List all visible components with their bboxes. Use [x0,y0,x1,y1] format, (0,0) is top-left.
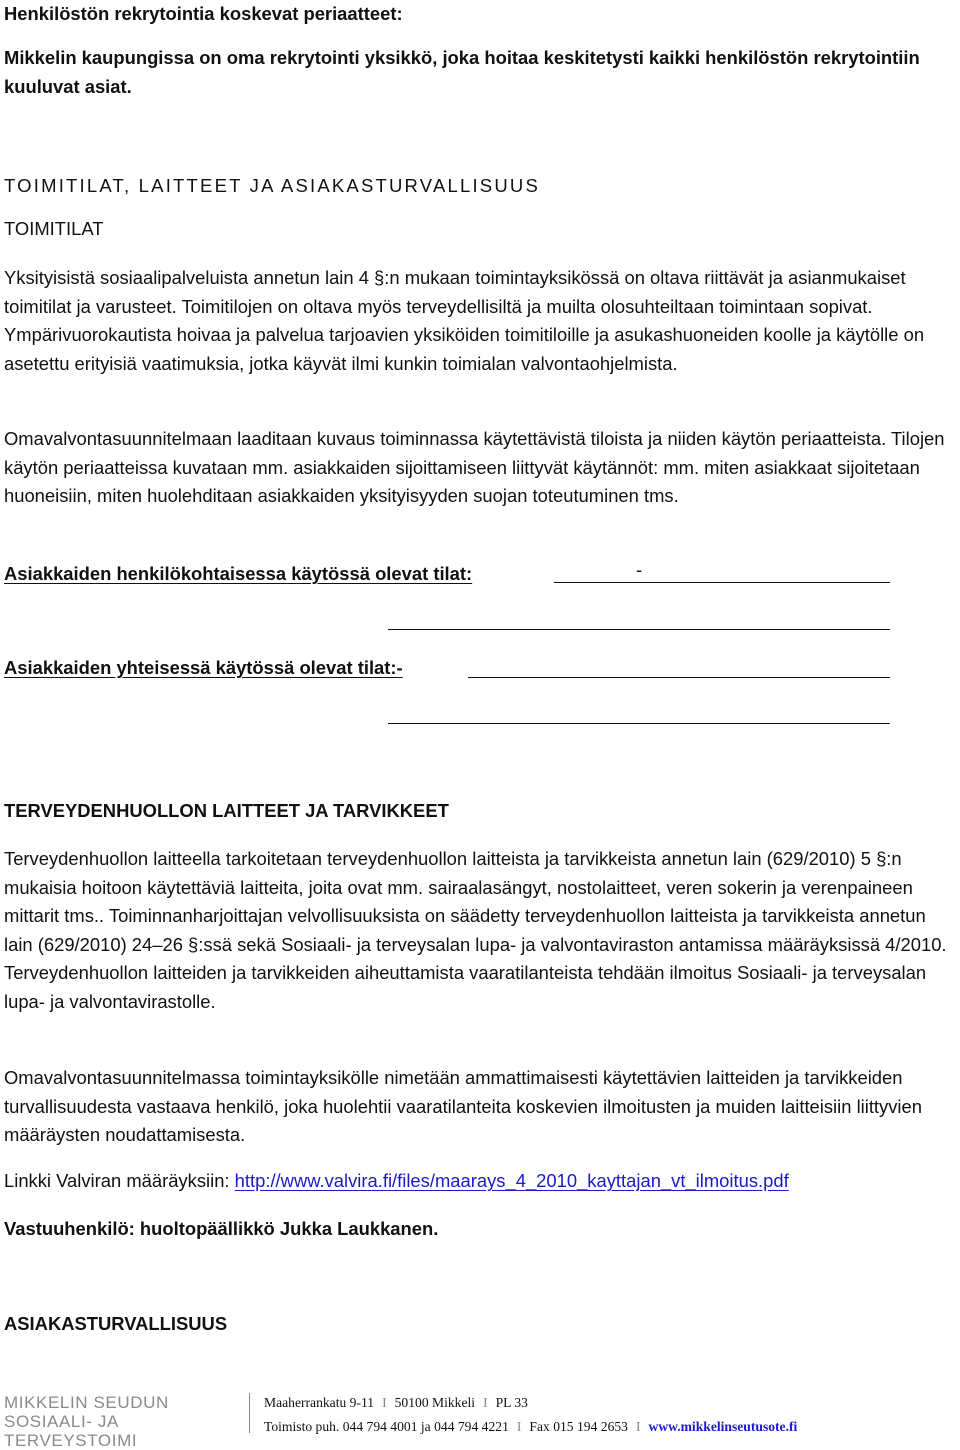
footer-contact-line [264,1418,797,1436]
footer-separator: I [483,1395,488,1410]
premises-subheading: TOIMITILAT [4,218,104,239]
private-spaces-label: Asiakkaiden henkilökohtaisessa käytössä olevat tilat: [4,563,473,584]
premises-paragraph-2: Omavalvontasuunnitelmaan laaditaan kuvaus toiminnassa käytettävistä tiloista ja niiden käytön periaatteista. Tilojen käytön periaatteissa kuvataan mm. asiakkaiden sijoittamiseen liittyvät käytännöt: mm. miten asiakkaat sijoitetaan huoneisiin, miten huolehditaan asiakkaiden yksityisyyden suojan toteutuminen tms. [4,428,945,506]
footer-postal: 50100 Mikkeli [394,1395,476,1410]
premises-paragraph-1: Yksityisistä sosiaalipalveluista annetun lain 4 §:n mukaan toimintayksikössä on oltava riittävät ja asianmukaiset toimitilat ja varusteet. Toimitilojen on oltava myös terveydellisiltä ja muilta olosuhteiltaan toimintaan sopivat. Ympärivuorokautista hoivaa ja palvelua tarjoavien yksiköiden toimitiloille ja asukashuoneiden koolle ja käytölle on asetettu erityisiä vaatimuksia, jotka käyvät ilmi kunkin toimialan valvontaohjelmista. [4,267,925,374]
footer-separator: I [516,1419,522,1434]
organization-logo [4,1393,244,1450]
footer-separator: I [382,1395,387,1410]
recruitment-text: Mikkelin kaupungissa on oma rekrytointi yksikkö, joka hoitaa keskitetysti kaikki henkilöstön rekrytointiin kuuluvat asiat. [4,47,920,97]
shared-spaces-field [468,677,890,678]
safety-heading: ASIAKASTURVALLISUUS [4,1313,228,1334]
footer-separator: I [635,1419,641,1434]
valvira-link-line [4,1167,956,1196]
footer-website-link[interactable]: www.mikkelinseutusote.fi [648,1419,798,1434]
private-spaces-field [554,559,890,583]
footer-fax: Fax 015 194 2653 [529,1419,628,1434]
logo-line-2: SOSIAALI- JA TERVEYSTOIMI [4,1412,138,1450]
private-spaces-value: - [636,559,643,580]
valvira-link[interactable]: http://www.valvira.fi/files/maarays_4_2010_kayttajan_vt_ilmoitus.pdf [234,1170,789,1191]
recruitment-heading: Henkilöstön rekrytointia koskevat periaatteet: [4,3,403,24]
shared-spaces-extra-line [388,723,890,724]
premises-heading: TOIMITILAT, LAITTEET JA ASIAKASTURVALLISUUS [4,175,540,196]
footer-street: Maaherrankatu 9-11 [264,1395,375,1410]
devices-paragraph-2: Omavalvontasuunnitelmassa toimintayksikölle nimetään ammattimaisesti käytettävien laitteiden ja tarvikkeiden turvallisuudesta vastaava henkilö, joka huolehtii vaaratilanteita koskevien ilmoitusten ja muiden laitteisiin liittyvien määräysten noudattamisesta. [4,1067,922,1145]
valvira-link-prefix: Linkki Valviran määräyksiin: [4,1170,235,1191]
footer-address-line [264,1394,528,1412]
responsible-person: Vastuuhenkilö: huoltopäällikkö Jukka Laukkanen. [4,1218,439,1239]
footer-phone: Toimisto puh. 044 794 4001 ja 044 794 4221 [264,1419,509,1434]
private-spaces-extra-line [388,629,890,630]
shared-spaces-label: Asiakkaiden yhteisessä käytössä olevat tilat:- [4,657,403,678]
footer-box: PL 33 [495,1395,528,1410]
footer-divider [249,1393,250,1433]
devices-heading: TERVEYDENHUOLLON LAITTEET JA TARVIKKEET [4,800,449,821]
devices-paragraph-1: Terveydenhuollon laitteella tarkoitetaan terveydenhuollon laitteista ja tarvikkeista annetun lain (629/2010) 5 §:n mukaisia hoitoon käytettäviä laitteita, joita ovat mm. sairaalasängyt, nostolaitteet, veren sokerin ja verenpaineen mittarit tms.. Toiminnanharjoittajan velvollisuuksista on säädetty terveydenhuollon laitteista ja tarvikkeista annetun lain (629/2010) 24–26 §:ssä sekä Sosiaali- ja terveysalan lupa- ja valvontaviraston antamissa määräyksissä 4/2010. Terveydenhuollon laitteiden ja tarvikkeiden aiheuttamista vaaratilanteista tehdään ilmoitus Sosiaali- ja terveysalan lupa- ja valvontavirastolle. [4,848,947,1012]
logo-line-1: MIKKELIN SEUDUN [4,1393,169,1412]
